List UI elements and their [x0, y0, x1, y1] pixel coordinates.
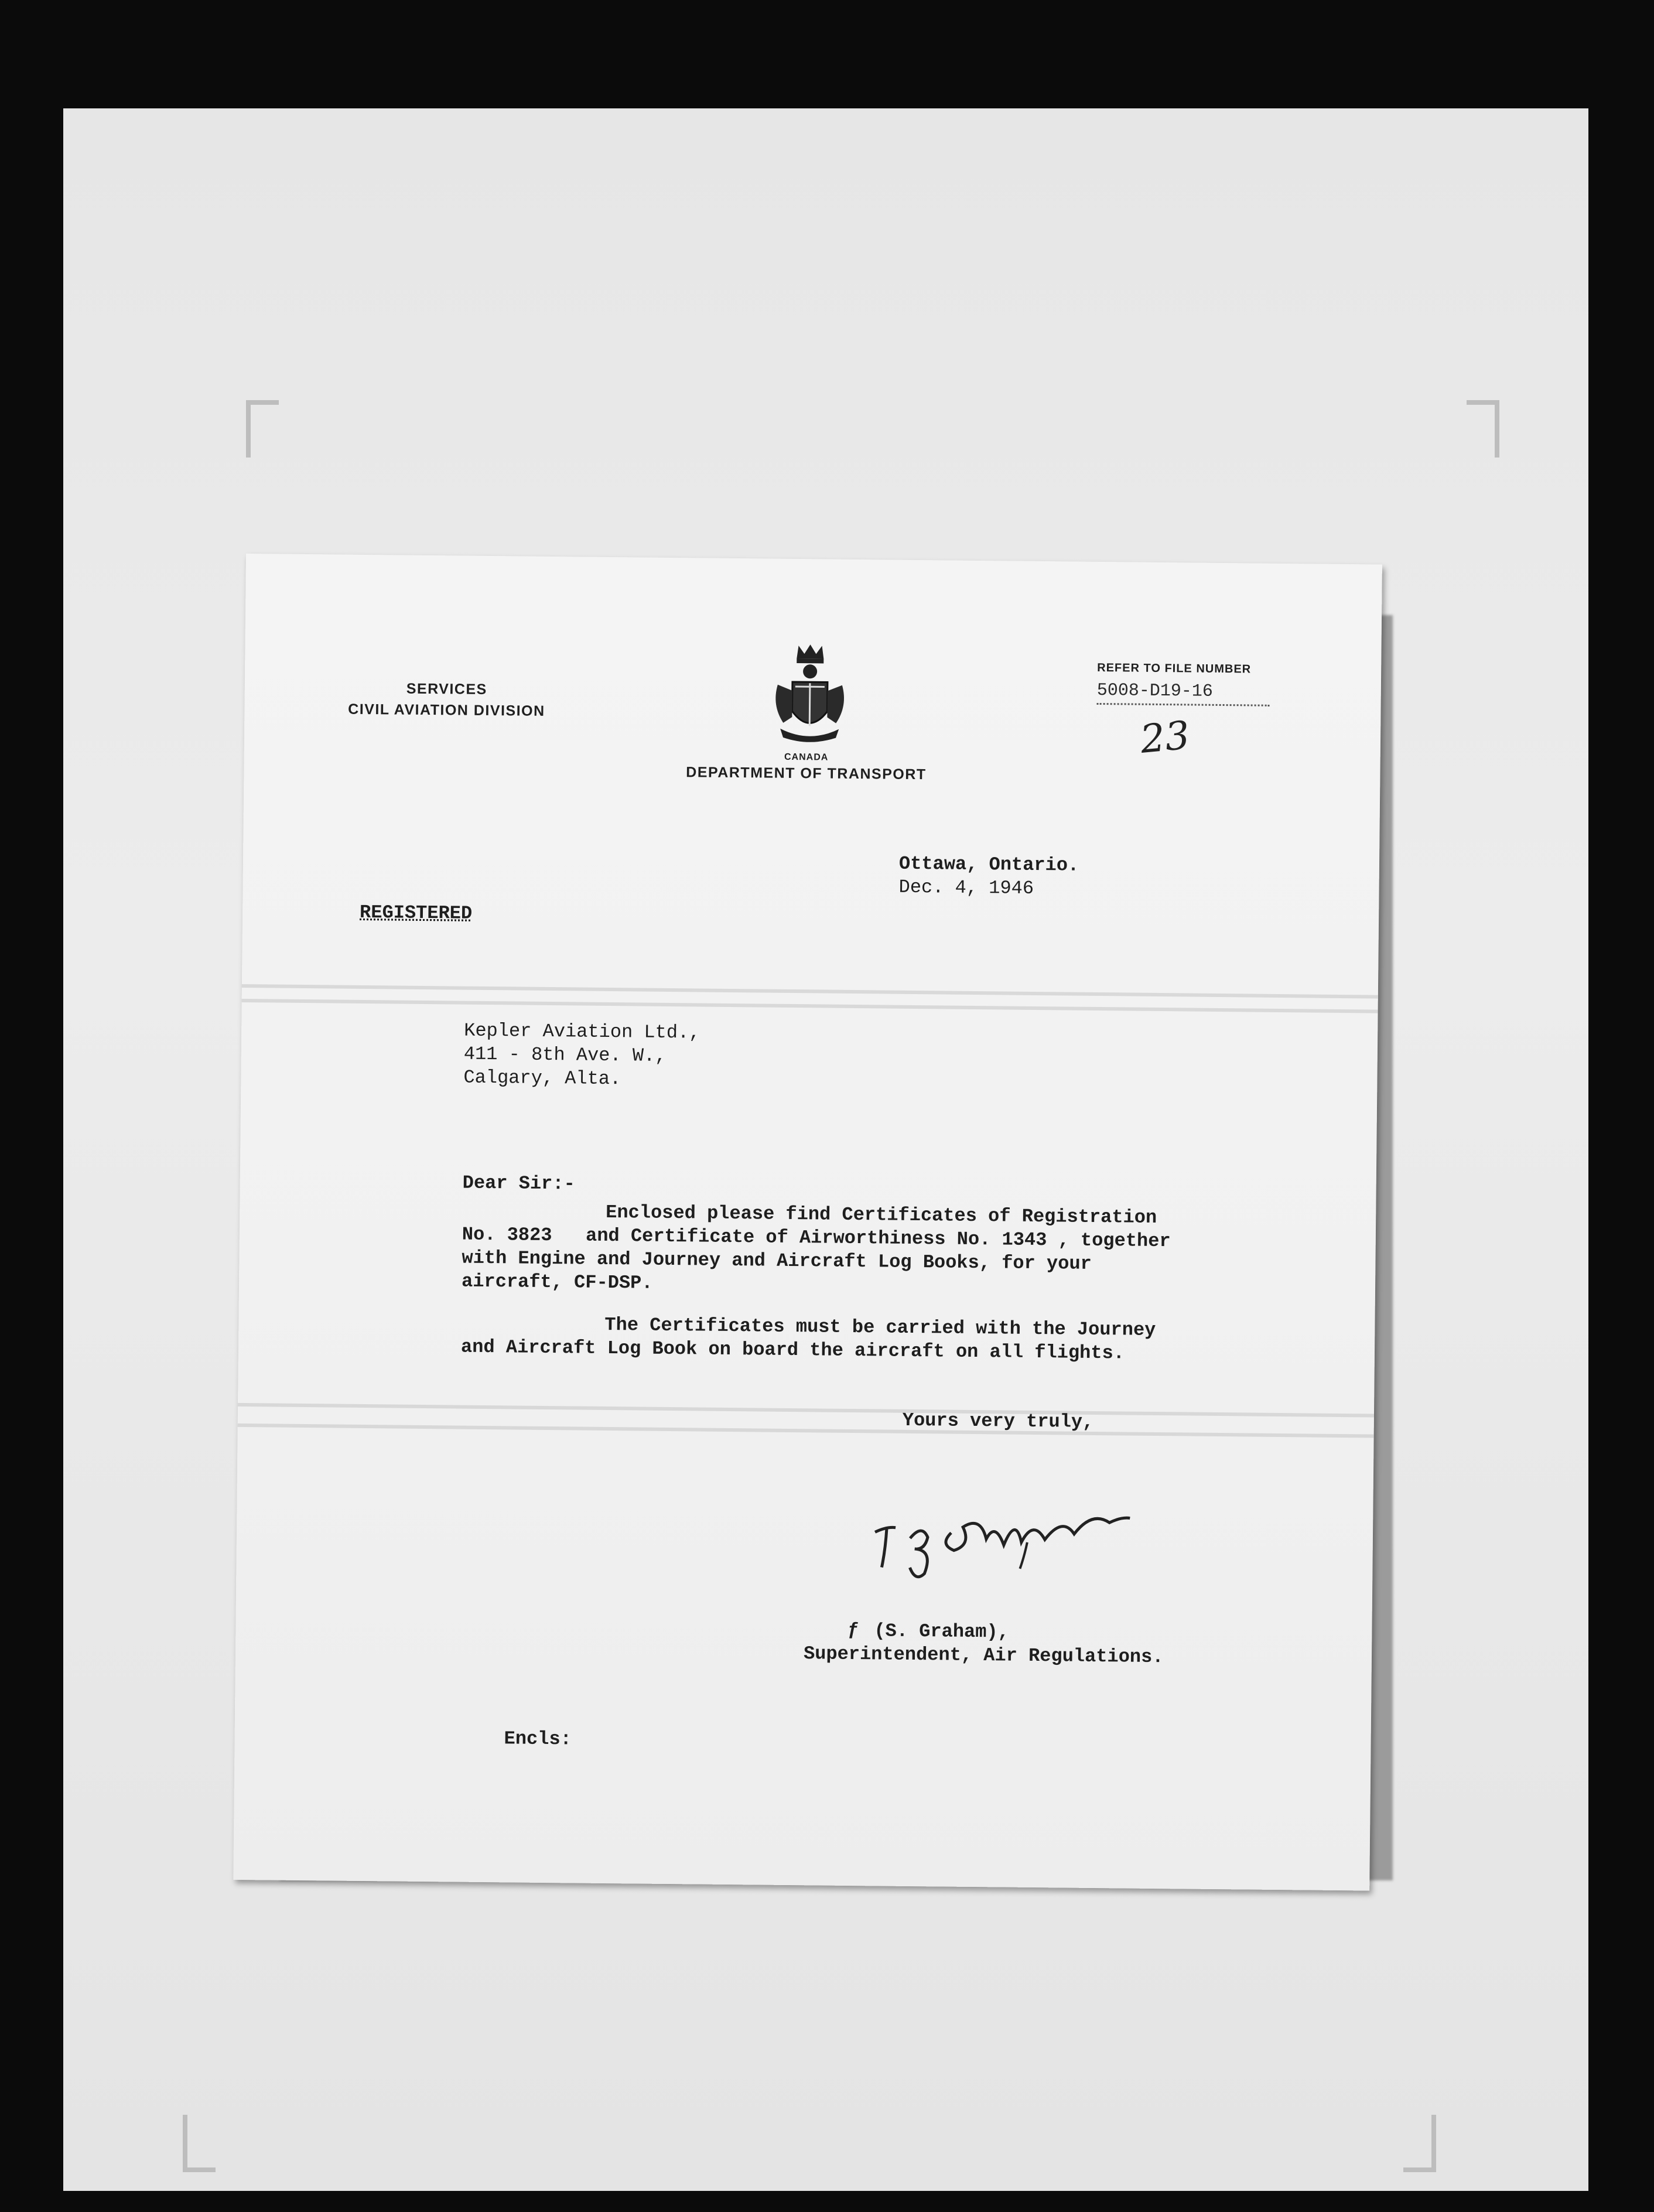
letterhead-country: CANADA: [784, 752, 829, 763]
letter-page: [233, 554, 1382, 1891]
corner-mark-bottom-left: [183, 2115, 216, 2172]
body-line-5: The Certificates must be carried with the Journey: [604, 1313, 1156, 1341]
corner-mark-top-left: [246, 400, 279, 458]
file-number: 5008-D19-16: [1097, 681, 1270, 706]
date: Dec. 4, 1946: [898, 876, 1034, 899]
letterhead-left: [320, 677, 573, 722]
place: Ottawa, Ontario.: [898, 852, 1079, 876]
file-number-label: REFER TO FILE NUMBER: [1097, 661, 1252, 676]
fold-line: [238, 1403, 1374, 1418]
signer-title: Superintendent, Air Regulations.: [803, 1643, 1164, 1668]
signer-initial-mark: ƒ: [847, 1618, 859, 1641]
body-line-4: aircraft, CF-DSP.: [461, 1270, 653, 1294]
fold-line: [242, 999, 1378, 1013]
body-line-1: Enclosed please find Certificates of Registration: [606, 1201, 1157, 1228]
letterhead-service: SERVICES: [406, 680, 487, 698]
letterhead-division: CIVIL AVIATION DIVISION: [348, 701, 545, 719]
address-line-3: Calgary, Alta.: [463, 1066, 621, 1090]
fold-line: [238, 1424, 1374, 1438]
closing: Yours very truly,: [902, 1409, 1094, 1433]
corner-mark-bottom-right: [1403, 2115, 1436, 2172]
letterhead-department: DEPARTMENT OF TRANSPORT: [686, 764, 927, 783]
signature: [869, 1491, 1139, 1587]
body-line-3: with Engine and Journey and Aircraft Log Books, for your: [462, 1247, 1092, 1275]
fold-line: [242, 984, 1378, 999]
registered-label: REGISTERED: [359, 901, 473, 924]
body-line-6: and Aircraft Log Book on board the aircraft on all flights.: [460, 1336, 1125, 1364]
body-line-2: No. 3823 and Certificate of Airworthiness No. 1343 , together: [462, 1223, 1171, 1252]
address-line-1: Kepler Aviation Ltd.,: [464, 1019, 700, 1044]
handwritten-number: 23: [1138, 712, 1192, 762]
enclosure-label: Encls:: [504, 1728, 572, 1750]
address-line-2: 411 - 8th Ave. W.,: [463, 1043, 667, 1067]
letterhead-center: [654, 751, 958, 784]
signer-name: (S. Graham),: [874, 1620, 1010, 1643]
coat-of-arms-icon: [766, 641, 855, 747]
salutation: Dear Sir:-: [462, 1172, 575, 1195]
corner-mark-top-right: [1467, 400, 1499, 458]
